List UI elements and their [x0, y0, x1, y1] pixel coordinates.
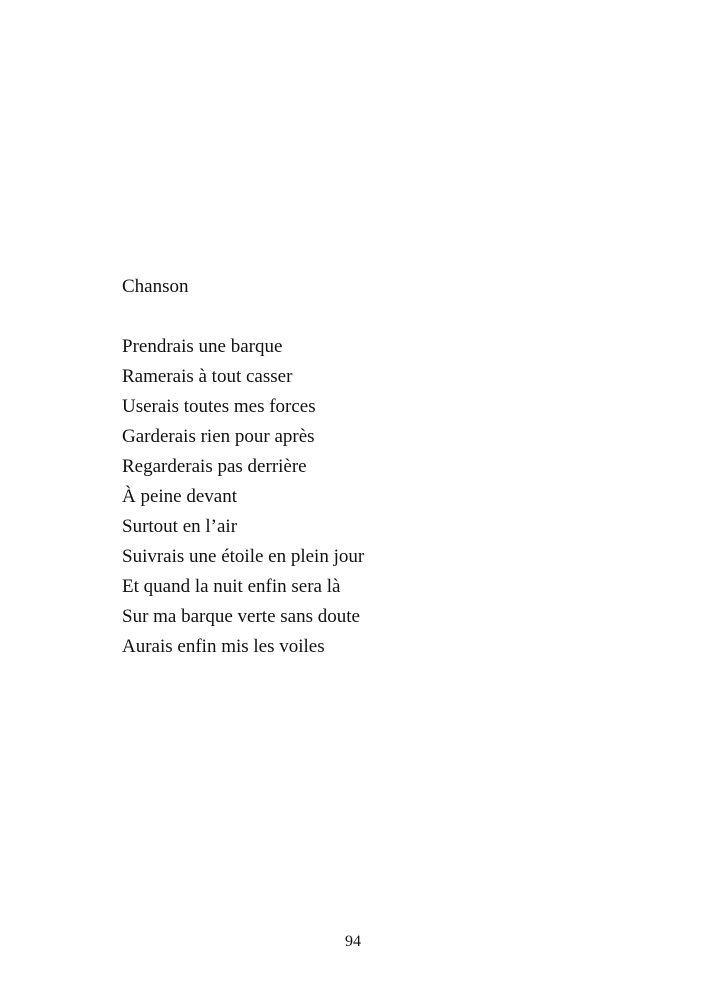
poem-title: Chanson	[122, 276, 189, 297]
poem-line: Userais toutes mes forces	[122, 396, 316, 417]
poem-line: Suivrais une étoile en plein jour	[122, 546, 365, 567]
poem-line: Aurais enfin mis les voiles	[122, 636, 325, 657]
poem-line: Et quand la nuit enfin sera là	[122, 576, 341, 597]
poem-line: Ramerais à tout casser	[122, 366, 293, 387]
poem-line: Regarderais pas derrière	[122, 456, 307, 477]
poem-lines	[122, 332, 642, 662]
poem-line: À peine devant	[122, 486, 238, 507]
page-number: 94	[345, 933, 361, 950]
poem-line: Garderais rien pour après	[122, 426, 315, 447]
poem-line: Surtout en l’air	[122, 516, 238, 537]
poem	[122, 272, 642, 662]
poem-line: Sur ma barque verte sans doute	[122, 606, 360, 627]
poem-line: Prendrais une barque	[122, 336, 283, 357]
